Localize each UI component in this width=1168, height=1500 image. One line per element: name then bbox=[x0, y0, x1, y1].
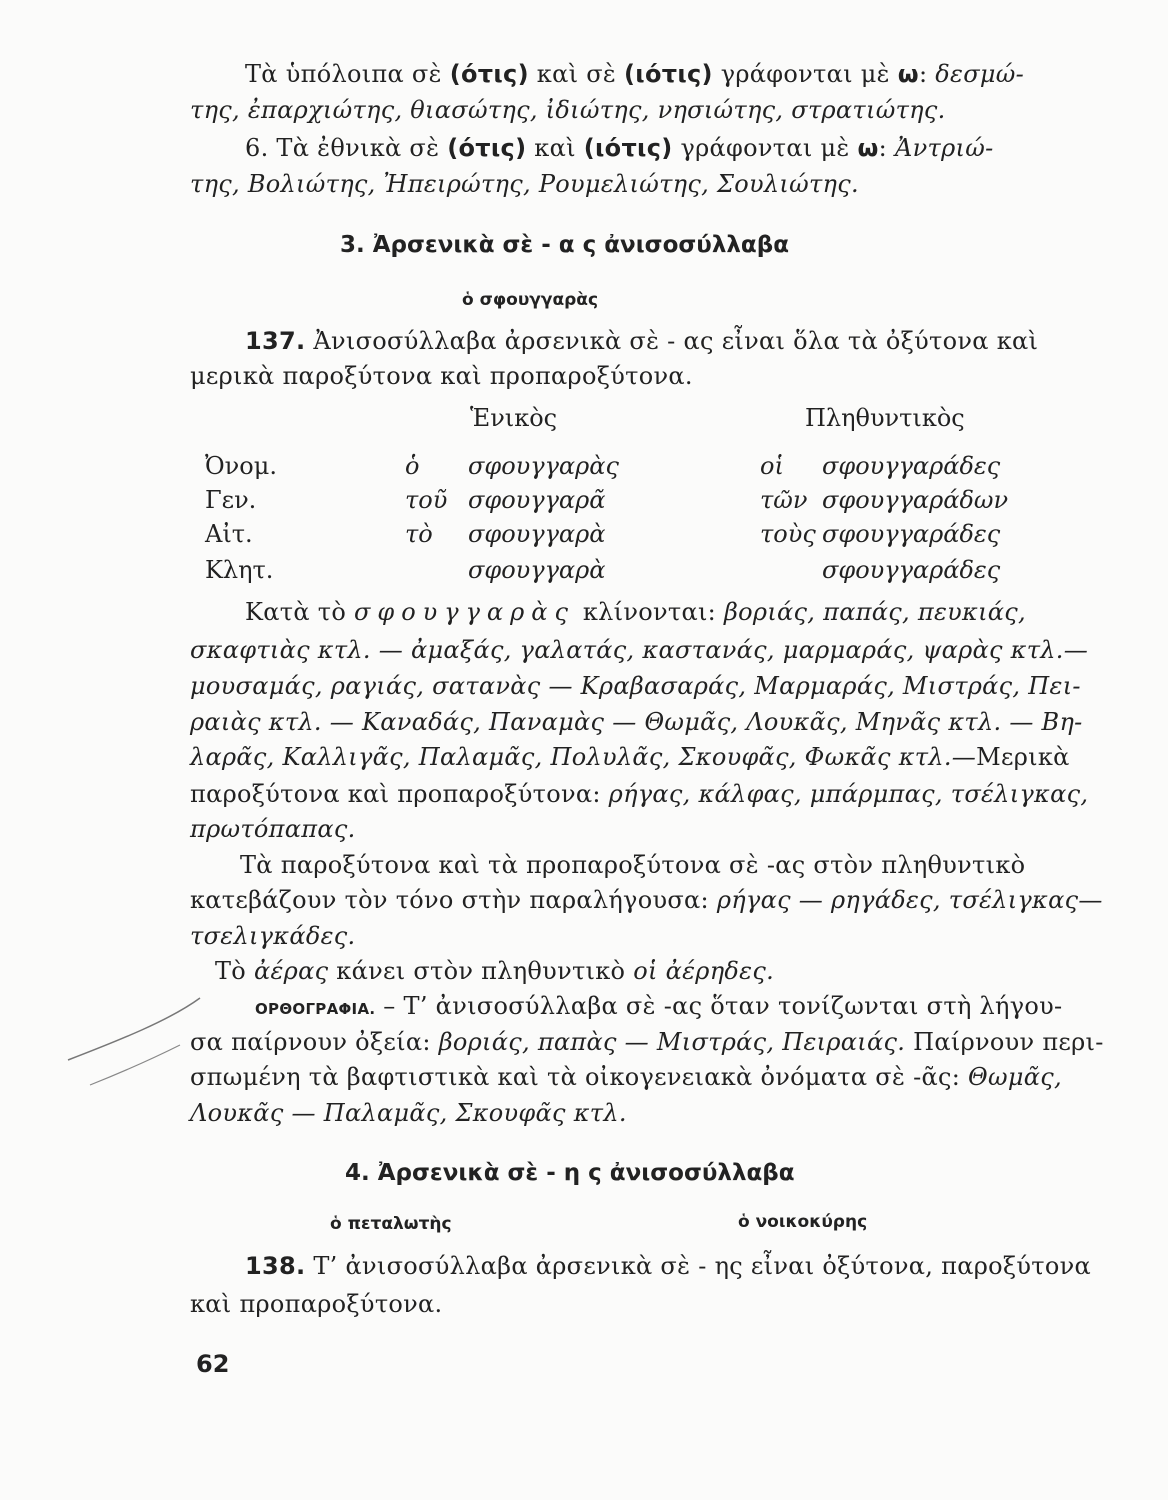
plural-form: σφουγγαράδων bbox=[822, 486, 1009, 514]
article: τοὺς bbox=[760, 520, 816, 548]
text-line: Κατὰ τὸ σφουγγαρὰς κλίνονται: βοριάς, παπάς, πευκιάς, bbox=[245, 598, 1026, 626]
article: τὸ bbox=[405, 520, 433, 548]
plural-header: Πληθυντικὸς bbox=[805, 404, 965, 432]
article: τοῦ bbox=[405, 486, 448, 514]
case-label: Ὀνομ. bbox=[205, 452, 277, 480]
page-number: 62 bbox=[196, 1350, 230, 1378]
text-line: ραιὰς κτλ. — Καναδάς, Παναμὰς — Θωμᾶς, Λουκᾶς, Μηνᾶς κτλ. — Βη- bbox=[190, 708, 1083, 736]
singular-form: σφουγγαρὰς bbox=[468, 452, 619, 480]
singular-form: σφουγγαρὰ bbox=[468, 556, 606, 584]
text-line: τσελιγκάδες. bbox=[190, 922, 356, 950]
text-line: σπωμένη τὰ βαφτιστικὰ καὶ τὰ οἰκογενειακὰ ὀνόματα σὲ -ᾶς: Θωμᾶς, bbox=[190, 1063, 1062, 1091]
paragraph-138: 138. Τ’ ἀνισοσύλλαβα ἀρσενικὰ σὲ - ης εἶναι ὀξύτονα, παροξύτονα bbox=[245, 1252, 1092, 1280]
case-label: Κλητ. bbox=[205, 556, 274, 584]
article: οἱ bbox=[760, 452, 784, 480]
text-line: Τὸ ἀέρας κάνει στὸν πληθυντικὸ οἱ ἀέρηδες. bbox=[215, 957, 774, 985]
text-line: Λουκᾶς — Παλαμᾶς, Σκουφᾶς κτλ. bbox=[190, 1099, 627, 1127]
text-line: Τὰ παροξύτονα καὶ τὰ προπαροξύτονα σὲ -ας στὸν πληθυντικὸ bbox=[240, 851, 1026, 879]
text-line: της, ἐπαρχιώτης, θιασώτης, ἰδιώτης, νησιώτης, στρατιώτης. bbox=[190, 96, 946, 124]
orthography-note: ΟΡΘΟΓΡΑΦΙΑ. – Τ’ ἀνισοσύλλαβα σὲ -ας ὅταν τονίζωνται στὴ λήγου- bbox=[255, 992, 1063, 1020]
section-heading: 3. Ἀρσενικὰ σὲ - α ς ἀνισοσύλλαβα bbox=[340, 232, 789, 258]
singular-form: σφουγγαρὰ bbox=[468, 520, 606, 548]
section-example-word: ὁ πεταλωτὴς bbox=[330, 1214, 452, 1234]
plural-form: σφουγγαράδες bbox=[822, 452, 1001, 480]
article: ὁ bbox=[405, 452, 420, 480]
article: τῶν bbox=[760, 486, 808, 514]
plural-form: σφουγγαράδες bbox=[822, 520, 1001, 548]
singular-form: σφουγγαρᾶ bbox=[468, 486, 606, 514]
text-line: μερικὰ παροξύτονα καὶ προπαροξύτονα. bbox=[190, 362, 693, 390]
paragraph-137: 137. Ἀνισοσύλλαβα ἀρσενικὰ σὲ - ας εἶναι ὅλα τὰ ὀξύτονα καὶ bbox=[245, 327, 1039, 355]
plural-form: σφουγγαράδες bbox=[822, 556, 1001, 584]
section-example-word: ὁ νοικοκύρης bbox=[738, 1212, 868, 1232]
section-heading: 4. Ἀρσενικὰ σὲ - η ς ἀνισοσύλλαβα bbox=[345, 1160, 795, 1186]
text-line: μουσαμάς, ραγιάς, σατανὰς — Κραβασαράς, Μαρμαράς, Μιστράς, Πει- bbox=[190, 672, 1081, 700]
text-line: σα παίρνουν ὀξεία: βοριάς, παπὰς — Μιστράς, Πειραιάς. Παίρνουν περι- bbox=[190, 1028, 1104, 1056]
text-line: 6. Τὰ ἐθνικὰ σὲ (ότις) καὶ (ιότις) γράφονται μὲ ω: Ἀντριώ- bbox=[245, 134, 994, 162]
text-line: καὶ προπαροξύτονα. bbox=[190, 1290, 443, 1318]
text-line: λαρᾶς, Καλλιγᾶς, Παλαμᾶς, Πολυλᾶς, Σκουφᾶς, Φωκᾶς κτλ.—Μερικὰ bbox=[190, 743, 1070, 771]
text-line: σκαφτιὰς κτλ. — ἀμαξάς, γαλατάς, καστανάς, μαρμαράς, ψαρὰς κτλ.— bbox=[190, 636, 1089, 664]
singular-header: Ἑνικὸς bbox=[470, 404, 558, 432]
text-line: πρωτόπαπας. bbox=[190, 815, 356, 843]
text-line: Τὰ ὑπόλοιπα σὲ (ότις) καὶ σὲ (ιότις) γράφονται μὲ ω: δεσμώ- bbox=[245, 60, 1025, 88]
case-label: Αἰτ. bbox=[205, 520, 253, 548]
text-line: της, Βολιώτης, Ἠπειρώτης, Ρουμελιώτης, Σουλιώτης. bbox=[190, 170, 859, 198]
case-label: Γεν. bbox=[205, 486, 257, 514]
section-example-word: ὁ σφουγγαρὰς bbox=[462, 290, 599, 310]
text-line: παροξύτονα καὶ προπαροξύτονα: ρήγας, κάλφας, μπάρμπας, τσέλιγκας, bbox=[190, 780, 1089, 808]
text-line: κατεβάζουν τὸν τόνο στὴν παραλήγουσα: ρήγας — ρηγάδες, τσέλιγκας— bbox=[190, 886, 1103, 914]
